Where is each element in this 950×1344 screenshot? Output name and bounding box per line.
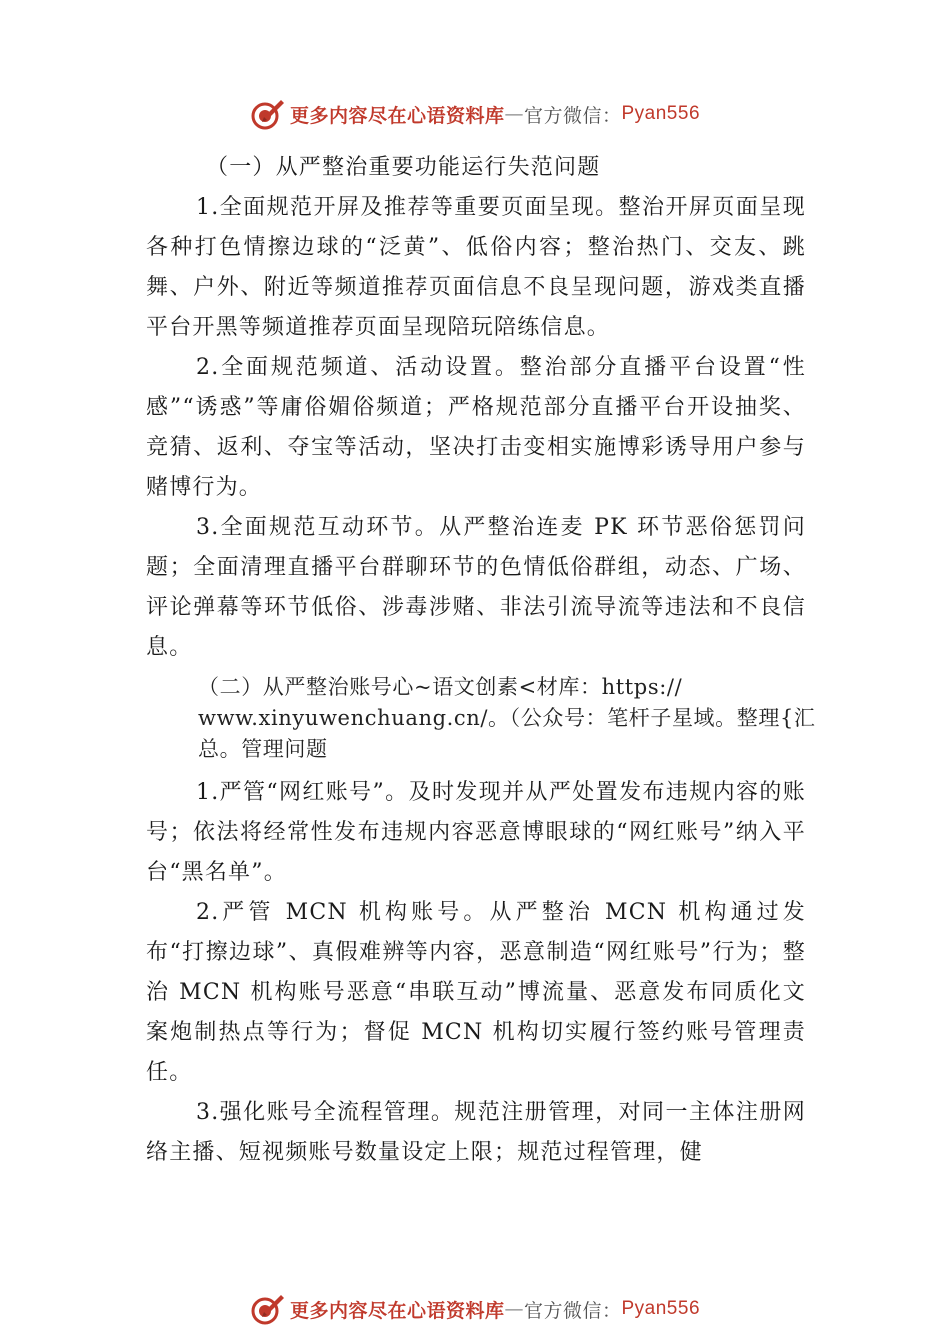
watermark-official-label: 官方微信：	[523, 104, 622, 127]
section-2-heading: （二）从严整治账号心~语文创素<材库：https:// www.xinyuwenchuang.cn/。（公众号：笔杆子星域。整理{汇总。管理问题	[198, 675, 816, 761]
watermark-wechat-id: Pyan556	[621, 1298, 701, 1319]
document-body	[146, 148, 816, 1173]
pen-logo-icon	[250, 97, 286, 131]
section-2-paragraph-3: 3.强化账号全流程管理。规范注册管理，对同一主体注册网络主播、短视频账号数量设定上限；规范过程管理，健	[146, 1100, 806, 1165]
watermark-banner-top	[0, 97, 950, 131]
watermark-site-text: 更多内容尽在心语资料库	[289, 104, 505, 127]
section-2-paragraph-1: 1.严管“网红账号”。及时发现并从严处置发布违规内容的账号；依法将经常性发布违规内容恶意博眼球的“网红账号”纳入平台“黑名单”。	[146, 780, 806, 885]
pen-logo-icon	[250, 1292, 286, 1326]
watermark-dash: —	[504, 103, 524, 125]
section-1-paragraph-2: 2.全面规范频道、活动设置。整治部分直播平台设置“性感”“诱惑”等庸俗媚俗频道；严格规范部分直播平台开设抽奖、竞猜、返利、夺宝等活动，坚决打击变相实施博彩诱导用户参与赌博行为。	[146, 355, 806, 500]
watermark-official-label: 官方微信：	[523, 1299, 622, 1322]
section-1-paragraph-3: 3.全面规范互动环节。从严整治连麦 PK 环节恶俗惩罚问题；全面清理直播平台群聊环节的色情低俗群组，动态、广场、评论弹幕等环节低俗、涉毒涉赌、非法引流导流等违法和不良信息。	[146, 515, 806, 660]
watermark-banner-bottom	[0, 1292, 950, 1326]
section-1-paragraph-1: 1.全面规范开屏及推荐等重要页面呈现。整治开屏页面呈现各种打色情擦边球的“泛黄”、低俗内容；整治热门、交友、跳舞、户外、附近等频道推荐页面信息不良呈现问题，游戏类直播平台开黑等频道推荐页面呈现陪玩陪练信息。	[146, 195, 806, 340]
section-1-heading: （一）从严整治重要功能运行失范问题	[206, 155, 601, 180]
watermark-wechat-id: Pyan556	[621, 103, 701, 124]
watermark-dash: —	[504, 1298, 524, 1320]
watermark-site-text: 更多内容尽在心语资料库	[289, 1299, 505, 1322]
section-2-paragraph-2: 2.严管 MCN 机构账号。从严整治 MCN 机构通过发布“打擦边球”、真假难辨等内容，恶意制造“网红账号”行为；整治 MCN 机构账号恶意“串联互动”博流量、恶意发布同质化文案炮制热点等行为；督促 MCN 机构切实履行签约账号管理责任。	[146, 900, 806, 1085]
